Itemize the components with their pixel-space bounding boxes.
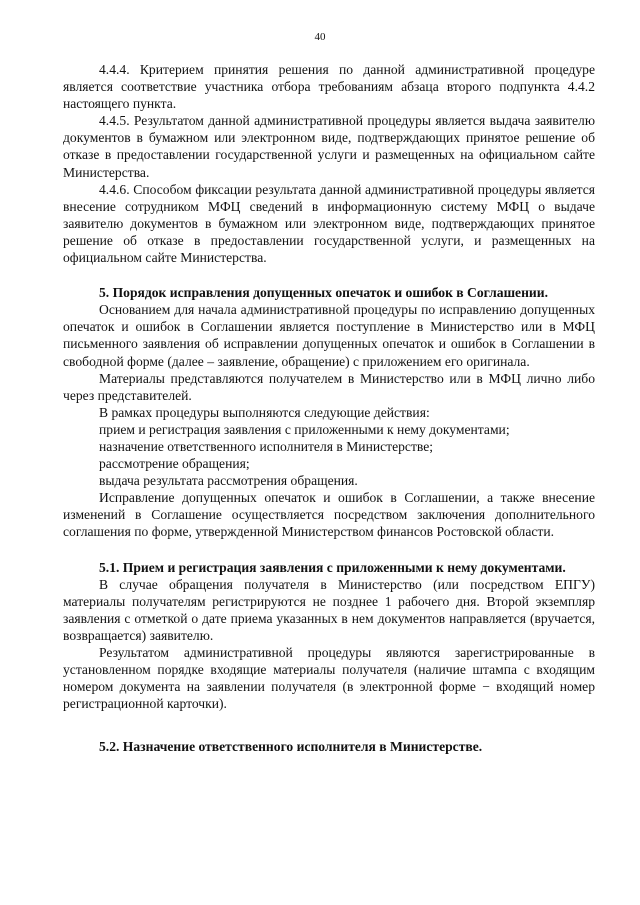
section-5-2-heading: 5.2. Назначение ответственного исполнителя в Министерстве.: [99, 739, 483, 755]
paragraph-4-4-5: 4.4.5. Результатом данной административной процедуры является выдача заявителю документов в бумажном или электронном виде, подтверждающих принятое решение об отказе в предоставлении государственной услуги и размещенных на официальном сайте Министерства.: [63, 113, 595, 180]
action-list-item: рассмотрение обращения;: [99, 456, 250, 472]
document-body: [63, 61, 595, 755]
action-list-item: выдача результата рассмотрения обращения.: [99, 473, 358, 489]
section-5-1-heading: 5.1. Прием и регистрация заявления с приложенными к нему документами.: [99, 559, 566, 575]
section-5-paragraph: Основанием для начала административной процедуры по исправлению допущенных опечаток и ошибок в Соглашении является поступление в Министерство или в МФЦ письменного заявления об исправлении допущенных опечаток и ошибок в Соглашении в свободной форме (далее – заявление, обращение) с приложением его оригинала.: [63, 302, 595, 369]
action-list-item: прием и регистрация заявления с приложенными к нему документами;: [99, 421, 510, 437]
paragraph-4-4-6: 4.4.6. Способом фиксации результата данной административной процедуры является внесение сотрудником МФЦ сведений в информационную систему МФЦ о выдаче заявителю документов в бумажном или электронном виде, подтверждающих принятое решение об отказе в предоставлении государственной услуги, и размещенных на официальном сайте Министерства.: [63, 181, 595, 266]
section-5-closing-paragraph: Исправление допущенных опечаток и ошибок в Соглашении, а также внесение изменений в Соглашение осуществляется посредством заключения дополнительного соглашения по форме, утвержденной Министерством финансов Ростовской области.: [63, 490, 595, 540]
paragraph-4-4-4: 4.4.4. Критерием принятия решения по данной административной процедуре является соответствие участника отбора требованиям абзаца второго подпункта 4.4.2 настоящего пункта.: [63, 62, 595, 112]
section-5-1-paragraph: В случае обращения получателя в Министерство (или посредством ЕПГУ) материалы получателям регистрируются не позднее 1 рабочего дня. Второй экземпляр заявления с отметкой о дате приема указанных в нем документов направляется (вручается, возвращается) заявителю.: [63, 576, 595, 643]
page-number: 40: [314, 31, 326, 43]
section-5-1-paragraph: Результатом административной процедуры являются зарегистрированные в установленном порядке входящие материалы получателя (наличие штампа с входящим номером документа на заявлении получателя (в электронной форме − входящий номер регистрационной карточки).: [63, 645, 595, 712]
section-5-paragraph: Материалы представляются получателем в Министерство или в МФЦ лично либо через представителей.: [63, 370, 595, 403]
section-5-heading: 5. Порядок исправления допущенных опечаток и ошибок в Соглашении.: [99, 285, 548, 301]
action-list-item: назначение ответственного исполнителя в Министерстве;: [99, 438, 434, 454]
section-5-paragraph: В рамках процедуры выполняются следующие действия:: [99, 404, 430, 420]
